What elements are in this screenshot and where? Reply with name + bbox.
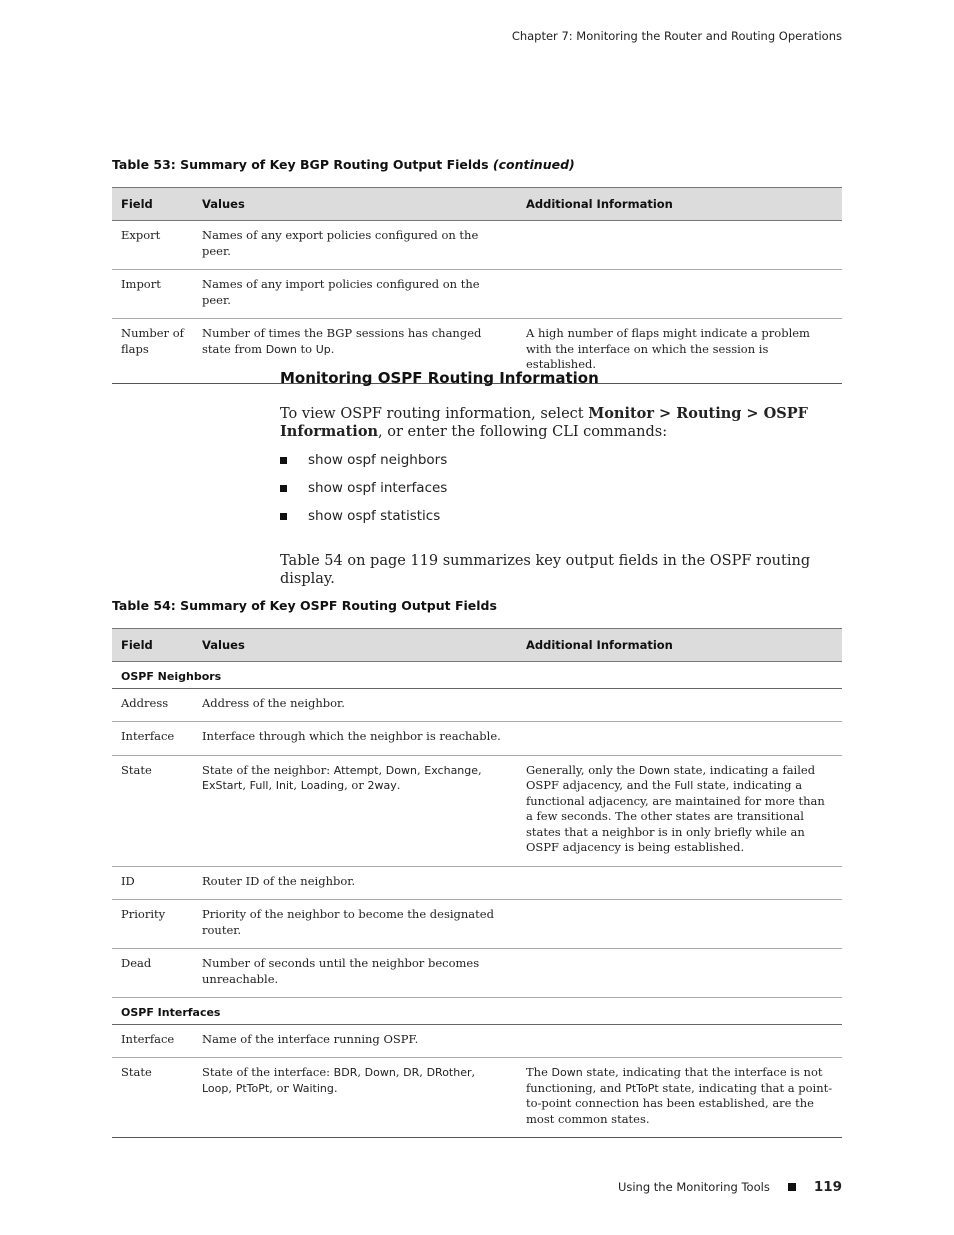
cell-info xyxy=(517,270,842,319)
state-keyword: Full xyxy=(249,779,269,792)
section-intro xyxy=(280,405,842,441)
command-text: show ospf statistics xyxy=(308,508,441,524)
keyword-full: Full xyxy=(674,779,694,792)
intro-text: , or enter the following CLI commands: xyxy=(378,424,668,440)
command-list xyxy=(280,452,842,536)
state-keyword: Attempt xyxy=(333,763,379,777)
values-text: . xyxy=(330,341,335,356)
cell-values: Interface through which the neighbor is reachable. xyxy=(193,722,517,756)
info-text: state, indicating that the interface is not functioning, and xyxy=(526,1065,823,1095)
cell-field: State xyxy=(112,755,193,866)
cell-info xyxy=(517,755,842,866)
footer-square-icon xyxy=(788,1183,796,1191)
cell-values: Router ID of the neighbor. xyxy=(193,866,517,900)
state-keyword: Loop xyxy=(202,1081,229,1095)
table-53 xyxy=(112,187,842,384)
column-header-values: Values xyxy=(193,629,517,662)
info-text: state, indicating that a point-to-point connection has been established, are the most common states. xyxy=(526,1080,833,1126)
state-keyword: Down xyxy=(385,763,417,777)
state-keyword: PtToPt xyxy=(235,1081,270,1095)
table-row xyxy=(112,221,842,270)
keyword-pttopt: PtToPt xyxy=(625,1081,659,1095)
column-header-field: Field xyxy=(112,188,193,221)
column-header-values: Values xyxy=(193,188,517,221)
cell-info: A high number of flaps might indicate a problem with the interface on which the session is established. xyxy=(517,319,842,384)
cell-values: Number of seconds until the neighbor becomes unreachable. xyxy=(193,949,517,998)
cell-field: State xyxy=(112,1058,193,1138)
footer-title: Using the Monitoring Tools xyxy=(617,1180,770,1194)
keyword-down: Down xyxy=(265,342,297,356)
keyword-down: Down xyxy=(638,763,671,777)
state-keyword: 2way xyxy=(367,779,397,792)
state-keyword: ExStart xyxy=(202,779,243,792)
section-heading: Monitoring OSPF Routing Information xyxy=(280,369,599,387)
ospf-section xyxy=(280,369,842,588)
info-text: The xyxy=(526,1065,552,1079)
values-text: State of the interface: xyxy=(202,1065,334,1079)
cell-field: Export xyxy=(112,221,193,270)
table-row xyxy=(112,1058,842,1138)
cell-info xyxy=(517,1024,842,1058)
cell-info xyxy=(517,221,842,270)
cell-info xyxy=(517,949,842,998)
values-text: Number of times the BGP sessions has changed state from xyxy=(202,326,482,356)
cell-values: Address of the neighbor. xyxy=(193,688,517,722)
table-54 xyxy=(112,628,842,1138)
table-row xyxy=(112,722,842,756)
cell-info xyxy=(517,722,842,756)
table-54-caption: Table 54: Summary of Key OSPF Routing Output Fields xyxy=(112,598,497,613)
page-number: 119 xyxy=(813,1179,842,1195)
cell-field: Interface xyxy=(112,1024,193,1058)
list-item xyxy=(280,452,842,480)
command-text: show ospf interfaces xyxy=(308,480,448,496)
state-keyword: DR xyxy=(403,1066,420,1079)
cell-field: Priority xyxy=(112,900,193,949)
cell-info xyxy=(517,1058,842,1138)
state-keyword: DRother xyxy=(426,1066,472,1079)
bullet-square-icon xyxy=(280,513,287,520)
state-keyword: Loading xyxy=(300,779,345,792)
cell-values: State of the interface: BDR, Down, DR, DRother, Loop, PtToPt, or Waiting. xyxy=(193,1058,517,1138)
intro-text: To view OSPF routing information, select xyxy=(280,406,589,422)
state-keyword: Waiting xyxy=(292,1081,334,1095)
cell-field: Address xyxy=(112,688,193,722)
state-keyword: Init xyxy=(275,779,294,792)
state-keyword: BDR xyxy=(333,1066,358,1079)
cell-info xyxy=(517,900,842,949)
state-keyword: Exchange xyxy=(424,763,479,777)
cell-field: ID xyxy=(112,866,193,900)
page-footer xyxy=(618,1179,842,1195)
cell-info xyxy=(517,688,842,722)
running-header: Chapter 7: Monitoring the Router and Routing Operations xyxy=(511,29,842,43)
keyword-down: Down xyxy=(551,1066,583,1079)
table-53-caption xyxy=(112,157,575,172)
list-item xyxy=(280,480,842,508)
cell-values: Names of any export policies configured on the peer. xyxy=(193,221,517,270)
table-row xyxy=(112,688,842,722)
column-header-info: Additional Information xyxy=(517,629,842,662)
bullet-square-icon xyxy=(280,485,287,492)
cell-values: Name of the interface running OSPF. xyxy=(193,1024,517,1058)
info-text: Generally, only the xyxy=(526,762,639,777)
group-row-interfaces xyxy=(112,998,842,1025)
group-label: OSPF Neighbors xyxy=(112,662,842,689)
values-text: to xyxy=(296,341,316,356)
values-text: State of the neighbor: xyxy=(202,762,334,777)
menu-path: Monitor > Routing > OSPF Information xyxy=(280,405,808,440)
info-text: state, indicating a functional adjacency, are maintained for more than a few seconds. The other states are transitional states that a neighbor is in only briefly while an OSPF adjacency is being established. xyxy=(526,778,825,854)
table-header-row xyxy=(112,188,842,221)
cell-field: Import xyxy=(112,270,193,319)
table-53-caption-text: Table 53: Summary of Key BGP Routing Output Fields xyxy=(112,157,489,172)
list-item xyxy=(280,508,842,536)
table-row xyxy=(112,270,842,319)
table-row xyxy=(112,949,842,998)
group-label: OSPF Interfaces xyxy=(112,998,842,1025)
command-text: show ospf neighbors xyxy=(308,452,448,468)
cell-values: Priority of the neighbor to become the designated router. xyxy=(193,900,517,949)
state-keyword: Down xyxy=(364,1066,396,1079)
table-row xyxy=(112,900,842,949)
cell-field: Number of flaps xyxy=(112,319,193,384)
cell-values: Names of any import policies configured on the peer. xyxy=(193,270,517,319)
table-row xyxy=(112,1024,842,1058)
bullet-square-icon xyxy=(280,457,287,464)
cell-field: Interface xyxy=(112,722,193,756)
cell-field: Dead xyxy=(112,949,193,998)
table-header-row xyxy=(112,629,842,662)
column-header-info: Additional Information xyxy=(517,188,842,221)
group-row-neighbors xyxy=(112,662,842,689)
keyword-up: Up xyxy=(315,342,331,356)
cell-values: State of the neighbor: Attempt, Down, Exchange, ExStart, Full, Init, Loading, or 2way. xyxy=(193,755,517,866)
cell-info xyxy=(517,866,842,900)
info-text: state, indicating a failed OSPF adjacency, and the xyxy=(526,762,816,792)
table-row xyxy=(112,866,842,900)
table-53-caption-suffix: (continued) xyxy=(492,157,575,172)
table-row xyxy=(112,755,842,866)
section-summary: Table 54 on page 119 summarizes key output fields in the OSPF routing display. xyxy=(280,553,811,587)
column-header-field: Field xyxy=(112,629,193,662)
